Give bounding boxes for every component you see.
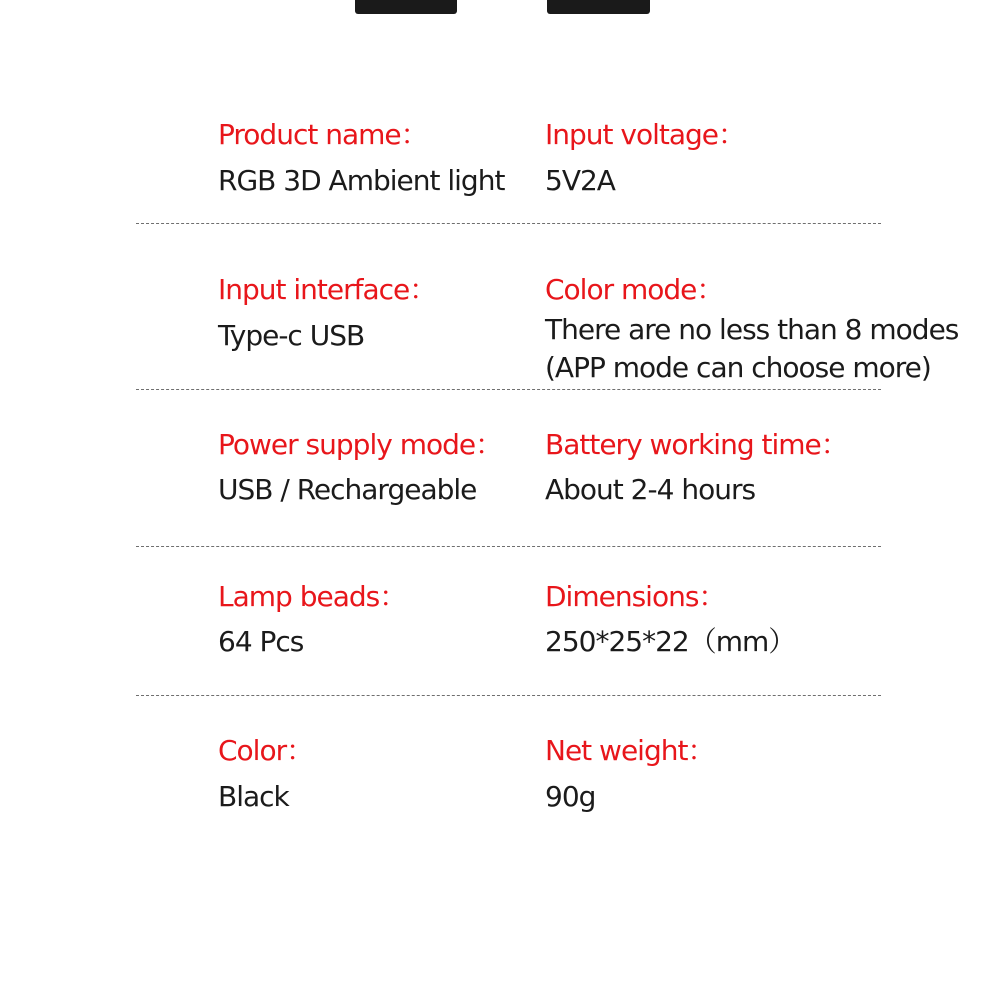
spec-value-color: Black — [218, 780, 289, 813]
spec-value-net-weight: 90g — [545, 780, 596, 813]
product-image-right-part — [547, 0, 650, 14]
spec-value-input-interface: Type-c USB — [218, 319, 365, 352]
spec-value-input-voltage: 5V2A — [545, 164, 615, 197]
row-divider — [136, 695, 881, 696]
spec-label-dimensions: Dimensions： — [545, 580, 726, 613]
product-image-left-part — [355, 0, 457, 14]
spec-value-product-name: RGB 3D Ambient light — [218, 164, 505, 197]
row-divider — [136, 389, 881, 390]
spec-label-lamp-beads: Lamp beads： — [218, 580, 407, 613]
spec-label-input-interface: Input interface： — [218, 273, 437, 306]
spec-label-color: Color： — [218, 734, 314, 767]
spec-label-power-supply-mode: Power supply mode： — [218, 428, 503, 461]
row-divider — [136, 223, 881, 224]
spec-label-net-weight: Net weight： — [545, 734, 715, 767]
spec-value-lamp-beads: 64 Pcs — [218, 625, 304, 658]
spec-value-battery-working-time: About 2-4 hours — [545, 473, 756, 506]
spec-value-dimensions: 250*25*22（mm） — [545, 625, 796, 658]
spec-label-input-voltage: Input voltage： — [545, 118, 746, 151]
spec-value-power-supply-mode: USB / Rechargeable — [218, 473, 477, 506]
spec-value-color-mode: There are no less than 8 modes (APP mode can choose more) — [545, 313, 959, 384]
row-divider — [136, 546, 881, 547]
spec-label-product-name: Product name： — [218, 118, 428, 151]
spec-label-battery-working-time: Battery working time： — [545, 428, 848, 461]
spec-label-color-mode: Color mode： — [545, 273, 724, 306]
